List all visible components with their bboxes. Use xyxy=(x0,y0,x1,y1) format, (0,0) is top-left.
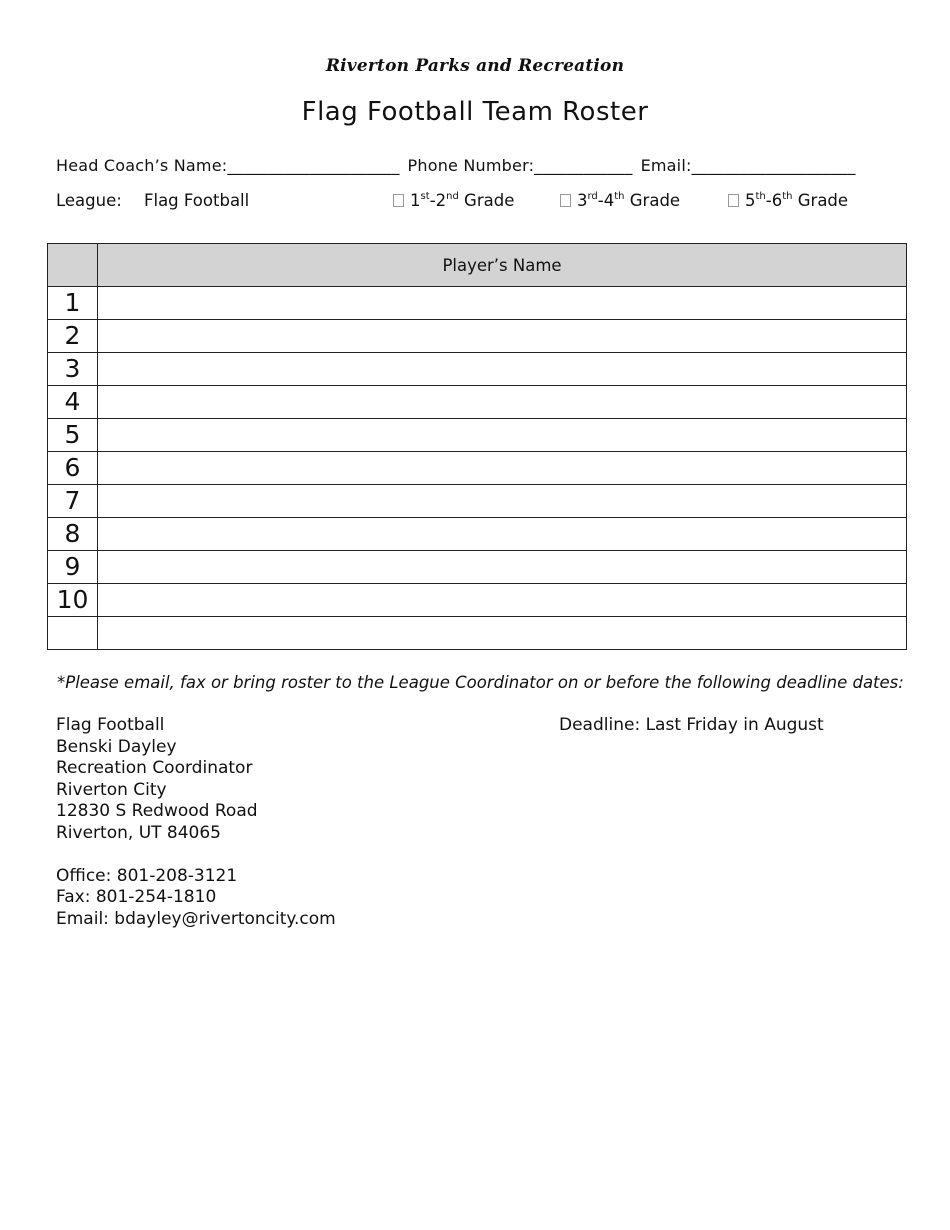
table-row xyxy=(48,419,907,452)
coach-name-blank[interactable]: _____________________ xyxy=(227,156,400,175)
table-row xyxy=(48,485,907,518)
player-name-cell[interactable] xyxy=(98,386,907,419)
coordinator-city: Riverton City xyxy=(56,779,167,800)
coordinator-name: Benski Dayley xyxy=(56,736,177,757)
submission-note: *Please email, fax or bring roster to the League Coordinator on or before the following deadline dates: xyxy=(57,673,904,692)
table-row xyxy=(48,518,907,551)
row-number: 3 xyxy=(48,353,98,386)
player-name-cell[interactable] xyxy=(98,584,907,617)
office-phone: Office: 801-208-3121 xyxy=(56,865,238,886)
row-number: 7 xyxy=(48,485,98,518)
player-name-cell[interactable] xyxy=(98,485,907,518)
row-number: 10 xyxy=(48,584,98,617)
league-value: Flag Football xyxy=(144,191,250,210)
phone-number-blank[interactable]: ____________ xyxy=(534,156,633,175)
deadline-text: Deadline: Last Friday in August xyxy=(559,715,824,735)
program-name: Flag Football xyxy=(56,715,165,735)
league-label: League: xyxy=(56,191,122,210)
player-name-cell[interactable] xyxy=(98,617,907,650)
grade-option-5-6[interactable]: 5th-6th Grade xyxy=(728,191,848,210)
grade-option-1-2[interactable]: 1st-2nd Grade xyxy=(393,191,514,210)
player-name-header: Player’s Name xyxy=(98,244,907,287)
row-number: 9 xyxy=(48,551,98,584)
row-number: 5 xyxy=(48,419,98,452)
row-number xyxy=(48,617,98,650)
city-state-zip: Riverton, UT 84065 xyxy=(56,822,222,843)
coordinator-contact-block xyxy=(56,715,336,930)
table-row xyxy=(48,551,907,584)
table-row xyxy=(48,386,907,419)
row-number: 6 xyxy=(48,452,98,485)
table-row xyxy=(48,287,907,320)
checkbox-icon[interactable] xyxy=(560,194,571,207)
coach-info-line xyxy=(56,156,856,175)
table-row xyxy=(48,617,907,650)
player-name-cell[interactable] xyxy=(98,551,907,584)
coordinator-role: Recreation Coordinator xyxy=(56,758,253,778)
email-blank[interactable]: ____________________ xyxy=(691,156,856,175)
row-number: 4 xyxy=(48,386,98,419)
player-name-cell[interactable] xyxy=(98,353,907,386)
row-number: 1 xyxy=(48,287,98,320)
organization-name: Riverton Parks and Recreation xyxy=(325,56,625,76)
row-number: 2 xyxy=(48,320,98,353)
fax-number: Fax: 801-254-1810 xyxy=(56,887,217,907)
roster-header-row xyxy=(48,244,907,287)
table-row xyxy=(48,452,907,485)
grade-option-3-4[interactable]: 3rd-4th Grade xyxy=(560,191,680,210)
player-name-cell[interactable] xyxy=(98,452,907,485)
roster-table xyxy=(47,243,907,650)
checkbox-icon[interactable] xyxy=(728,194,739,207)
phone-number-label: Phone Number: xyxy=(407,156,535,175)
player-name-cell[interactable] xyxy=(98,320,907,353)
row-number: 8 xyxy=(48,518,98,551)
table-row xyxy=(48,353,907,386)
table-row xyxy=(48,584,907,617)
page-title: Flag Football Team Roster xyxy=(301,97,649,127)
roster-number-header xyxy=(48,244,98,287)
coach-name-label: Head Coach’s Name: xyxy=(56,156,228,175)
table-row xyxy=(48,320,907,353)
contact-email[interactable]: Email: bdayley@rivertoncity.com xyxy=(56,908,336,929)
player-name-cell[interactable] xyxy=(98,518,907,551)
checkbox-icon[interactable] xyxy=(393,194,404,207)
player-name-cell[interactable] xyxy=(98,287,907,320)
player-name-cell[interactable] xyxy=(98,419,907,452)
email-label: Email: xyxy=(640,156,692,175)
street-address: 12830 S Redwood Road xyxy=(56,801,258,821)
